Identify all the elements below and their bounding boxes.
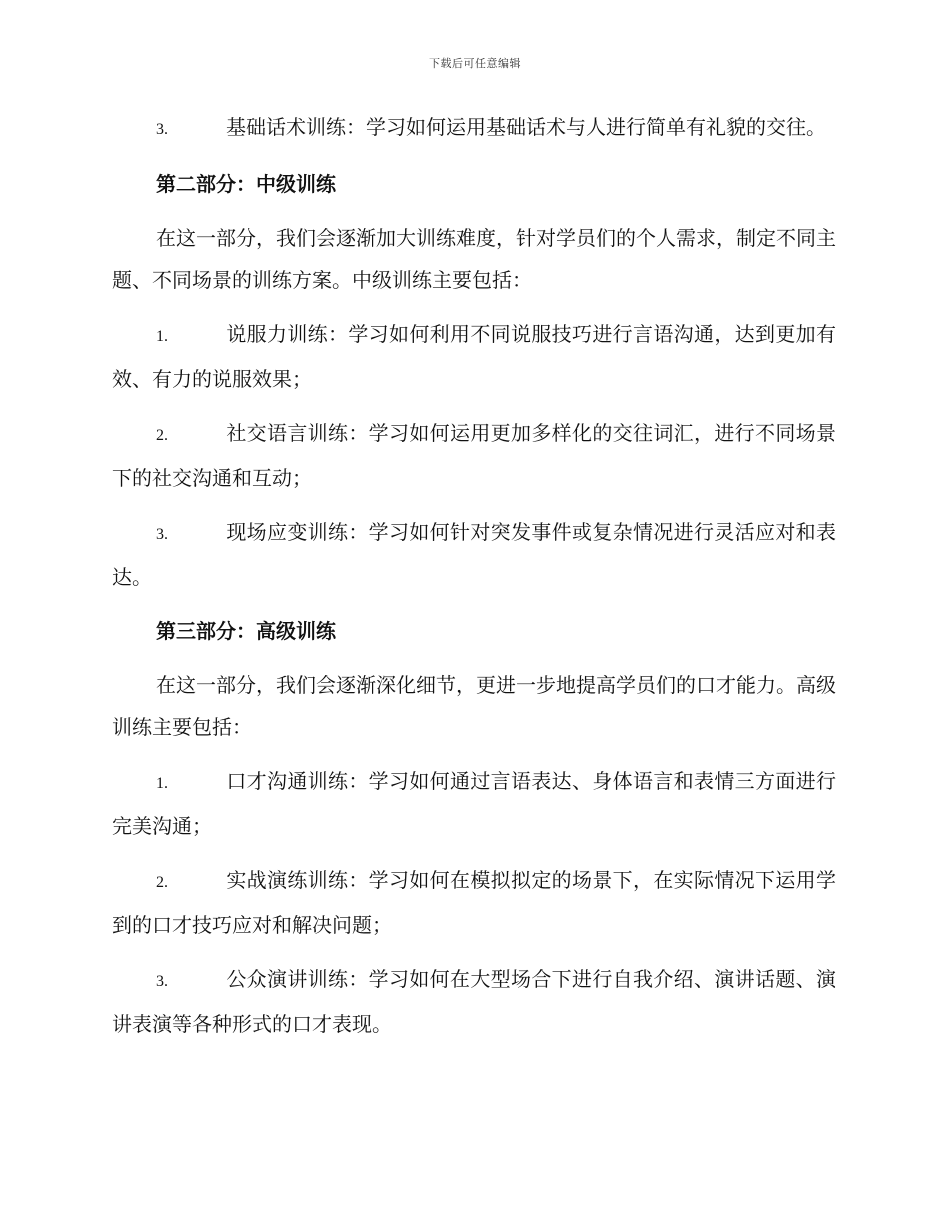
section-heading-advanced: 第三部分：高级训练 — [156, 619, 336, 643]
list-text: 实战演练训练：学习如何在模拟拟定的场景下，在实际情况下运用学到的口才技巧应对和解决问题； — [112, 868, 836, 937]
list-item — [112, 106, 836, 151]
section-heading-intermediate: 第二部分：中级训练 — [156, 172, 336, 196]
list-text: 公众演讲训练：学习如何在大型场合下进行自我介绍、演讲话题、演讲表演等各种形式的口才表现。 — [112, 967, 836, 1036]
list-item — [112, 958, 836, 1045]
list-item — [112, 511, 836, 598]
document-body — [112, 106, 836, 1057]
paragraph: 在这一部分，我们会逐渐深化细节，更进一步地提高学员们的口才能力。高级训练主要包括： — [112, 673, 836, 739]
list-number: 3. — [156, 121, 168, 138]
list-number: 1. — [156, 328, 168, 345]
page-header: 下载后可任意编辑 — [429, 57, 521, 70]
paragraph: 在这一部分，我们会逐渐加大训练难度，针对学员们的个人需求，制定不同主题、不同场景的训练方案。中级训练主要包括： — [112, 226, 836, 292]
list-text: 口才沟通训练：学习如何通过言语表达、身体语言和表情三方面进行完美沟通； — [112, 769, 836, 838]
list-text: 社交语言训练：学习如何运用更加多样化的交往词汇，进行不同场景下的社交沟通和互动； — [112, 421, 836, 490]
list-number: 2. — [156, 874, 168, 891]
list-number: 1. — [156, 775, 168, 792]
list-text: 说服力训练：学习如何利用不同说服技巧进行言语沟通，达到更加有效、有力的说服效果； — [112, 322, 836, 391]
list-item — [112, 859, 836, 946]
list-item — [112, 313, 836, 400]
list-number: 3. — [156, 973, 168, 990]
list-item — [112, 412, 836, 499]
list-item — [112, 760, 836, 847]
list-text: 现场应变训练：学习如何针对突发事件或复杂情况进行灵活应对和表达。 — [112, 520, 836, 589]
list-text: 基础话术训练：学习如何运用基础话术与人进行简单有礼貌的交往。 — [226, 115, 826, 139]
list-number: 2. — [156, 427, 168, 444]
list-number: 3. — [156, 526, 168, 543]
